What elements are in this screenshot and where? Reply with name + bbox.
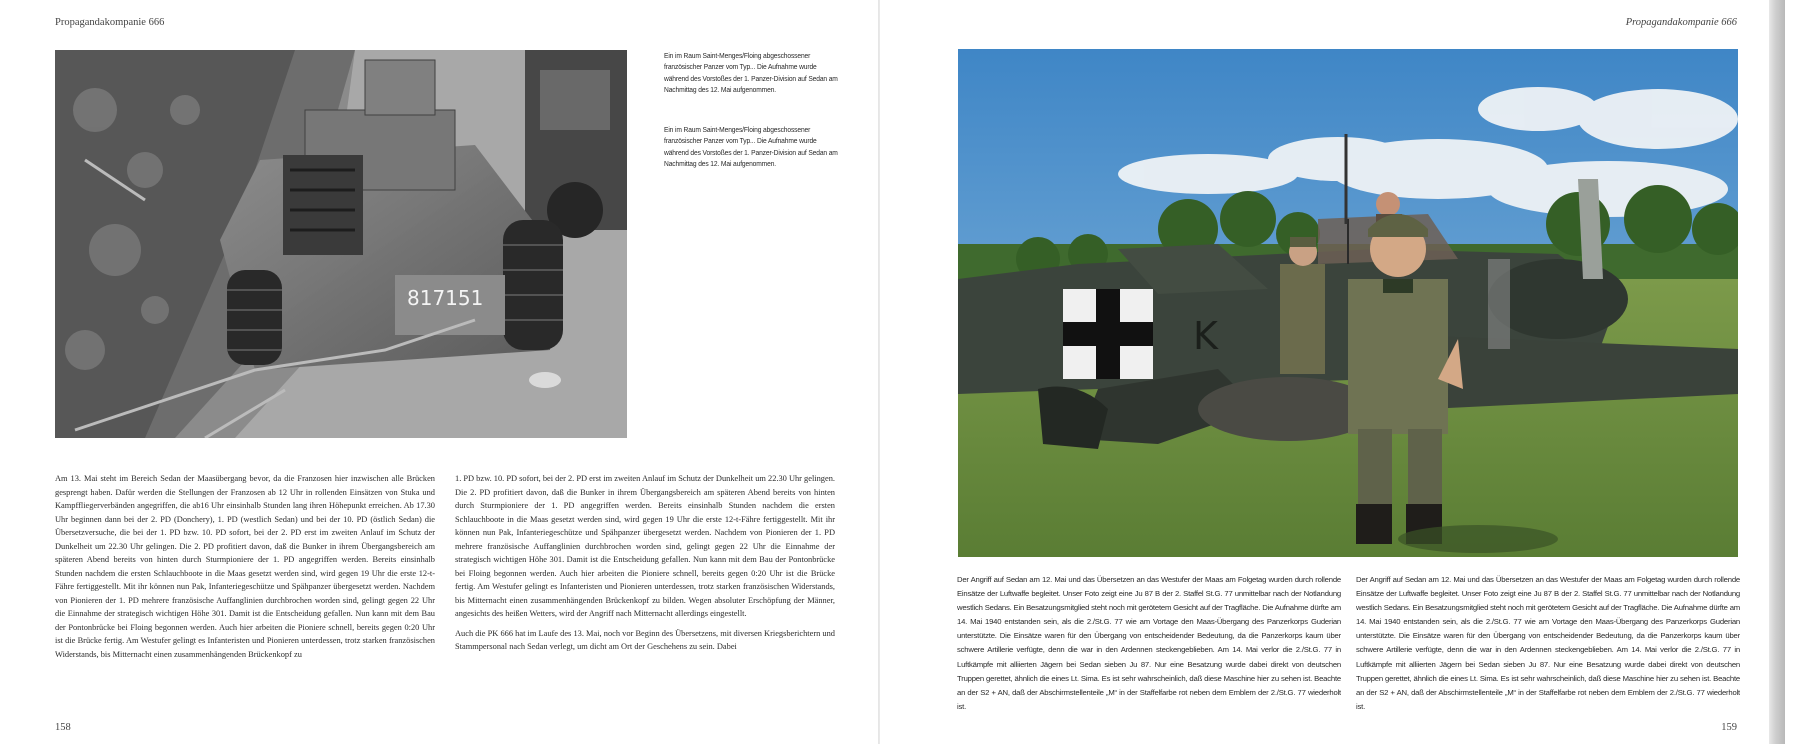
- body-paragraph: Auch die PK 666 hat im Laufe des 13. Mai, noch vor Beginn des Übersetzens, mit diversen Kriegsberichtern und Stammpersonal nach Sedan verlegt, um dicht am Ort der Geschehens zu sein. Dabei: [455, 628, 835, 651]
- photo-caption-1: Ein im Raum Saint-Menges/Floing abgeschossener französischer Panzer vom Typ... Die Aufnahme wurde während des Vorstoßes der 1. Panzer-Division auf Sedan am Nachmittag des 12. Mai aufgenommen.: [664, 51, 838, 95]
- tank-number: 817151: [407, 286, 484, 310]
- photo-caption-right-1: Der Angriff auf Sedan am 12. Mai und das Übersetzen an das Westufer der Maas am Folgetag wurden durch rollende Einsätze der Luftwaffe begleitet. Unser Foto zeigt eine Ju 87 B der 2. Staffel St.G. 77 unmittelbar nach der Notlandung westlich Sedans. Ein Besatzungsmitglied steht noch mit gerötetem Gesicht auf der Tragfläche. Die Aufnahme dürfte am 14. Mai 1940 entstanden sein, als die 2./St.G. 77 wie am Vortage den Maas-Übergang des Panzerkorps Guderian unterstützte. Die Einsätze waren für den Übergang von entscheidender Bedeutung, da die Panzerkorps kaum über schwere Artillerie verfügte, denn die war in den Ardennen steckengeblieben. Am 14. Mai verlor die 2./St.G. 77 in Luftkämpfe mit alliierten Jägern bei Sedan sieben Ju 87. Nur eine Besatzung wurde dabei direkt von deutschen Truppen gerettet, ähnlich die eines Lt. Sima. Es ist sehr wahrscheinlich, daß diese Maschine hier zu sehen ist. Beachte an der S2 + AN, daß der Abschirmstellenteile „M“ in der Staffelfarbe rot neben dem Emblem der 2./St.G. 77 wiederholt ist.: [957, 575, 1341, 711]
- left-page: [0, 0, 880, 744]
- running-header-right: Propagandakompanie 666: [1625, 17, 1737, 28]
- photo-caption-right-2: Der Angriff auf Sedan am 12. Mai und das Übersetzen an das Westufer der Maas am Folgetag wurden durch rollende Einsätze der Luftwaffe begleitet. Unser Foto zeigt eine Ju 87 B der 2. Staffel St.G. 77 unmittelbar nach der Notlandung westlich Sedans. Ein Besatzungsmitglied steht noch mit gerötetem Gesicht auf der Tragfläche. Die Aufnahme dürfte am 14. Mai 1940 entstanden sein, als die 2./St.G. 77 wie am Vortage den Maas-Übergang des Panzerkorps Guderian unterstützte. Die Einsätze waren für den Übergang von entscheidender Bedeutung, da die Panzerkorps kaum über schwere Artillerie verfügte, denn die war in den Ardennen steckengeblieben. Am 14. Mai verlor die 2./St.G. 77 in Luftkämpfe mit alliierten Jägern bei Sedan sieben Ju 87. Nur eine Besatzung wurde dabei direkt von deutschen Truppen gerettet, ähnlich die eines Lt. Sima. Es ist sehr wahrscheinlich, daß diese Maschine hier zu sehen ist. Beachte an der S2 + AN, daß der Abschirmstellenteile „M“ in der Staffelfarbe rot neben dem Emblem der 2./St.G. 77 wiederholt ist.: [1356, 575, 1740, 711]
- body-paragraph: 1. PD bzw. 10. PD sofort, bei der 2. PD erst im zweiten Anlauf im Schutz der Dunkelheit um 22.30 Uhr gelingen. Die 2. PD profitiert davon, daß die Bunker in ihrem Übergangsbereich am späteren Abend bereits von hinten durch Sturmpioniere der 1. PD angegriffen werden. Bereits einsinhalb Stunden nachdem die ersten Schlauchboote in die Maas gesetzt werden sind, wird gegen 19 Uhr die erste 12-t-Fähre fertiggestellt. Mit ihr können nun Pak, Infanteriegeschütze und Spähpanzer übergesetzt werden. Nachdem von Pionieren der 1. PD mehrere französische Auffanglinien durchbrochen worden sind, gelingt gegen 22 Uhr die Einnahme der strategisch wichtigen Höhe 301. Damit ist die Entscheidung gefallen. Nun kann mit dem Bau der Pontonbrücke bei Floing begonnen werden. Auch hier arbeiten die Pioniere schnell, bereits gegen 0:20 Uhr ist die Brücke fertig. Am Westufer gelingt es Infanteristen und Pionieren unterdessen, trotz starken französischen Widerstands, bis Mitternacht einen zusammenhängenden Brückenkopf zu bilden. Wegen absoluter Erschöpfung der Männer, angesichts des heißen Wetters, wird der Angriff nach Mitternacht allerdings eingestellt.: [455, 474, 835, 618]
- photo-caption-2: Ein im Raum Saint-Menges/Floing abgeschossener französischer Panzer vom Typ... Die Aufnahme wurde während des Vorstoßes der 1. Panzer-Division auf Sedan am Nachmittag des 12. Mai aufgenommen.: [664, 125, 838, 169]
- page-number-right: 159: [1721, 722, 1737, 733]
- tank-photo: [55, 50, 627, 438]
- body-column-2: [455, 472, 835, 708]
- running-header-left: Propagandakompanie 666: [55, 17, 165, 28]
- right-page: [880, 0, 1785, 744]
- page-edge: [1769, 0, 1785, 744]
- body-paragraph: Am 13. Mai steht im Bereich Sedan der Maasübergang bevor, da die Franzosen hier inzwischen alle Brücken gesprengt haben. Dafür werden die Stellungen der Franzosen ab 12 Uhr in rollenden Einsätzen von Stuka und Kampffliegerverbänden angegriffen, die ab16 Uhr einsinhalb Stunden lang ihren Höhepunkt erreichen. Ab 17.30 Uhr beginnen dann bei der 2. PD (Donchery), 1. PD (westlich Sedan) und bei der 10. PD (östlich Sedan) die Übersetzversuche, die bei der 1. PD bzw. 10. PD sofort, bei der 2. PD erst im zweiten Anlauf im Schutz der Dunkelheit um 22.30 Uhr gelingen. Die 2. PD profitiert davon, daß die Bunker in ihrem Übergangsbereich am späteren Abend bereits von hinten durch Sturmpioniere der 1. PD angegriffen werden. Bereits einsinhalb Stunden nachdem die ersten Schlauchboote in die Maas gesetzt werden sind, wird gegen 19 Uhr die erste 12-t-Fähre fertiggestellt. Mit ihr können nun Pak, Infanteriegeschütze und Spähpanzer übergesetzt werden. Nachdem von Pionieren der 1. PD mehrere französische Auffanglinien durchbrochen worden sind, gelingt gegen 22 Uhr die Einnahme der strategisch wichtigen Höhe 301. Damit ist die Entscheidung gefallen. Nun kann mit dem Bau der Pontonbrücke bei Floing begonnen werden. Auch hier arbeiten die Pioniere schnell, bereits gegen 0:20 Uhr ist die Brücke fertig. Am Westufer gelingt es Infanteristen und Pionieren unterdessen, trotz starken französischen Widerstands, bis Mitternacht einen zusammenhängenden Brückenkopf zu: [55, 474, 435, 659]
- body-column-1: [55, 472, 435, 708]
- stuka-photo: [958, 49, 1738, 557]
- page-number-left: 158: [55, 722, 71, 733]
- plane-code: K: [1193, 314, 1218, 358]
